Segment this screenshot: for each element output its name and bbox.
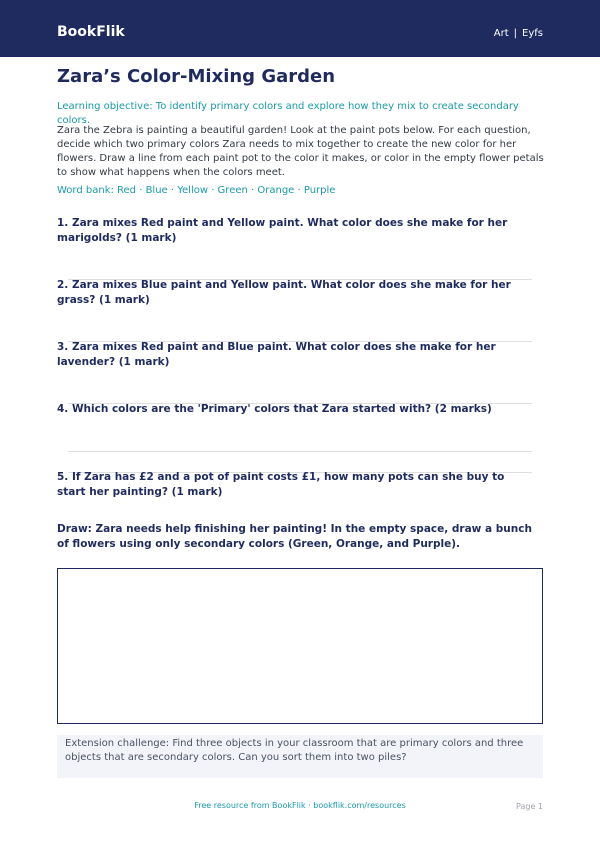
question-4: 4. Which colors are the 'Primary' colors that Zara started with? (2 marks) [57,403,492,415]
question-5: 5. If Zara has £2 and a pot of paint costs £1, how many pots can she buy to start her painting? (1 mark) [57,471,505,498]
learning-objective: Learning objective: To identify primary colors and explore how they mix to create secondary colors. [57,101,519,126]
question-1: 1. Zara mixes Red paint and Yellow paint. What color does she make for her marigolds? (1 mark) [57,217,508,244]
meta-separator: | [513,28,518,39]
question-2: 2. Zara mixes Blue paint and Yellow paint. What color does she make for her grass? (1 mark) [57,279,511,306]
draw-prompt: Draw: Zara needs help finishing her painting! In the empty space, draw a bunch of flowers using only secondary colors (Green, Orange, and Purple). [57,523,532,550]
question-3: 3. Zara mixes Red paint and Blue paint. What color does she make for her lavender? (1 mark) [57,341,496,368]
page-number: Page 1 [516,802,543,811]
page-header [0,0,600,57]
word-bank: Word bank: Red · Blue · Yellow · Green · Orange · Purple [57,185,336,196]
worksheet-title: Zara’s Color-Mixing Garden [57,66,336,87]
header-meta [494,28,543,39]
subject-label: Art [493,28,509,39]
extension-challenge: Extension challenge: Find three objects in your classroom that are primary colors and three objects that are secondary colors. Can you sort them into two piles? [57,735,543,778]
level-label: Eyfs [522,28,543,39]
brand-logo-text[interactable]: BookFlik [57,24,125,40]
footer-resource-link[interactable]: Free resource from BookFlik · bookflik.com/resources [194,801,406,810]
answer-line-4[interactable] [68,451,532,452]
intro-paragraph: Zara the Zebra is painting a beautiful garden! Look at the paint pots below. For each question, decide which two primary colors Zara needs to mix together to create the new color for her flowers. Draw a line from each paint pot to the color it makes, or color in the empty flower petals to show what happens when the colors meet. [57,125,544,178]
drawing-area[interactable] [57,568,543,724]
